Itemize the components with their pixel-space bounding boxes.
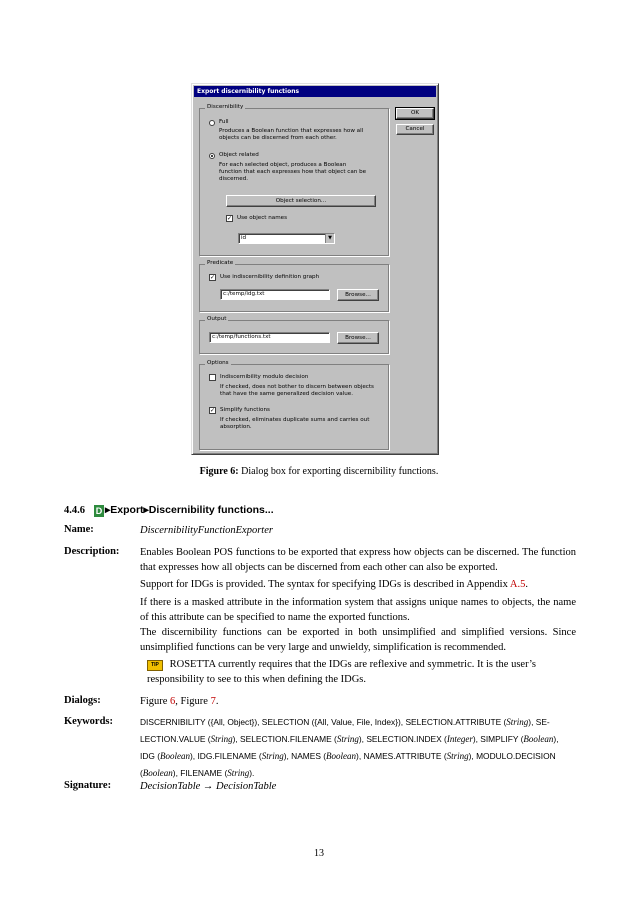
cancel-button[interactable]: Cancel: [396, 124, 434, 135]
use-object-names-checkbox[interactable]: ✓: [227, 215, 233, 222]
object-related-radio[interactable]: [209, 153, 215, 159]
dialog-titlebar: Export discernibility functions: [194, 86, 436, 97]
simplify-functions-label: Simplify functions: [220, 407, 270, 413]
section-number: 4.4.6: [64, 505, 85, 516]
output-group-label: Output: [207, 316, 227, 322]
description-p2-text: Support for IDGs is provided. The syntax for specifying IDGs is described in Appendix: [140, 579, 510, 590]
options-group: [199, 360, 389, 450]
keywords-line: LECTION.VALUE (String), SELECTION.FILENAME (String), SELECTION.INDEX (Integer), SIMPLIFY (Boolean),: [140, 734, 559, 744]
description-paragraph-2: [140, 578, 576, 593]
tip-icon: TIP: [147, 660, 163, 671]
figure-label: Figure 6:: [199, 466, 239, 477]
output-group: [199, 316, 389, 354]
simplify-functions-description: If checked, eliminates duplicate sums and carries out absorption.: [220, 417, 370, 430]
full-radio[interactable]: [209, 120, 215, 126]
full-label: Full: [219, 119, 229, 125]
object-names-select[interactable]: [238, 233, 335, 244]
figure-7-link[interactable]: 7: [210, 696, 216, 707]
tip-text: ROSETTA currently requires that the IDGs are reflexive and symmetric. It is the user’s responsibility to see to this when defining the IDGs.: [147, 659, 536, 685]
description-label: Description:: [64, 546, 120, 557]
output-path-input[interactable]: c:/temp/functions.txt: [209, 332, 330, 343]
discernibility-group-label: Discernibility: [207, 104, 244, 110]
figure-6-link[interactable]: 6: [170, 696, 176, 707]
name-label: Name:: [64, 524, 94, 535]
dialogs-label: Dialogs:: [64, 695, 101, 706]
simplify-functions-checkbox[interactable]: ✓: [210, 407, 216, 414]
modulo-decision-checkbox[interactable]: [209, 374, 216, 381]
keywords-line: DISCERNIBILITY ({All, Object}), SELECTION ({All, Value, File, Index}), SELECTION.ATTRIBUTE (String), SE-: [140, 717, 550, 727]
keywords-value: [140, 714, 576, 782]
page-number: 13: [314, 848, 324, 859]
description-paragraph-3: If there is a masked attribute in the information system that assigns unique names to objects, the name of this attribute can be specified to name the exported functions.: [140, 597, 576, 623]
appendix-link[interactable]: A.5: [509, 579, 526, 590]
tip-box: [147, 658, 576, 687]
signature-label: Signature:: [64, 780, 112, 791]
dialogs-value: [140, 695, 576, 710]
keywords-line: (Boolean), FILENAME (String).: [140, 768, 255, 778]
use-idg-label: Use indiscernibility definition graph: [220, 274, 320, 280]
keywords-line: IDG (Boolean), IDG.FILENAME (String), NAMES (Boolean), NAMES.ATTRIBUTE (String), MODULO.DECISION: [140, 751, 556, 761]
object-selection-button[interactable]: Object selection...: [226, 195, 376, 207]
discernibility-group: [199, 104, 389, 256]
object-related-label: Object related: [219, 152, 259, 158]
description-paragraph-4: The discernibility functions can be exported in both unsimplified and simplified versions. Since unsimplified functions can be very large and unwieldy, simplification is recommended.: [140, 627, 576, 653]
idg-browse-button[interactable]: Browse...: [337, 289, 379, 301]
export-dialog: [191, 83, 439, 455]
description-paragraph-1: Enables Boolean POS functions to be exported that express how objects can be discerned. The function that expresses how all objects can be discerned from each other can also be exported.: [140, 547, 576, 573]
modulo-decision-label: Indiscernibility modulo decision: [220, 374, 309, 380]
chevron-down-icon[interactable]: ▼: [325, 234, 334, 243]
predicate-group: [199, 260, 389, 312]
dialogs-text-c: .: [215, 696, 219, 707]
name-value: DiscernibilityFunctionExporter: [140, 525, 273, 536]
use-idg-checkbox[interactable]: ✓: [210, 274, 216, 281]
use-object-names-label: Use object names: [237, 215, 288, 221]
keywords-label: Keywords:: [64, 716, 113, 727]
section-path: ▸Export▸Discernibility functions...: [105, 504, 274, 516]
full-description: Produces a Boolean function that expresses how all objects can be discerned from each other.: [219, 128, 364, 141]
description-p2-end: .: [525, 579, 528, 590]
signature-value: DecisionTable → DecisionTable: [140, 781, 277, 792]
dialogs-text-a: Figure: [140, 696, 171, 707]
modulo-decision-description: If checked, does not bother to discern between objects that have the same generalized decision value.: [220, 384, 374, 397]
section-heading: [64, 504, 274, 517]
idg-path-input[interactable]: c:/temp/idg.txt: [220, 289, 330, 300]
output-browse-button[interactable]: Browse...: [337, 332, 379, 344]
dialogs-text-b: , Figure: [175, 696, 211, 707]
object-related-description: For each selected object, produces a Boolean function that each expresses how that object can be discerned.: [219, 162, 367, 182]
predicate-group-label: Predicate: [207, 260, 234, 266]
figure-caption-text: Dialog box for exporting discernibility functions.: [241, 466, 439, 477]
section-badge: D: [95, 506, 103, 516]
object-names-value: id: [241, 235, 247, 241]
figure-caption: [0, 466, 638, 477]
options-group-label: Options: [207, 360, 229, 366]
ok-button[interactable]: OK: [396, 108, 434, 119]
